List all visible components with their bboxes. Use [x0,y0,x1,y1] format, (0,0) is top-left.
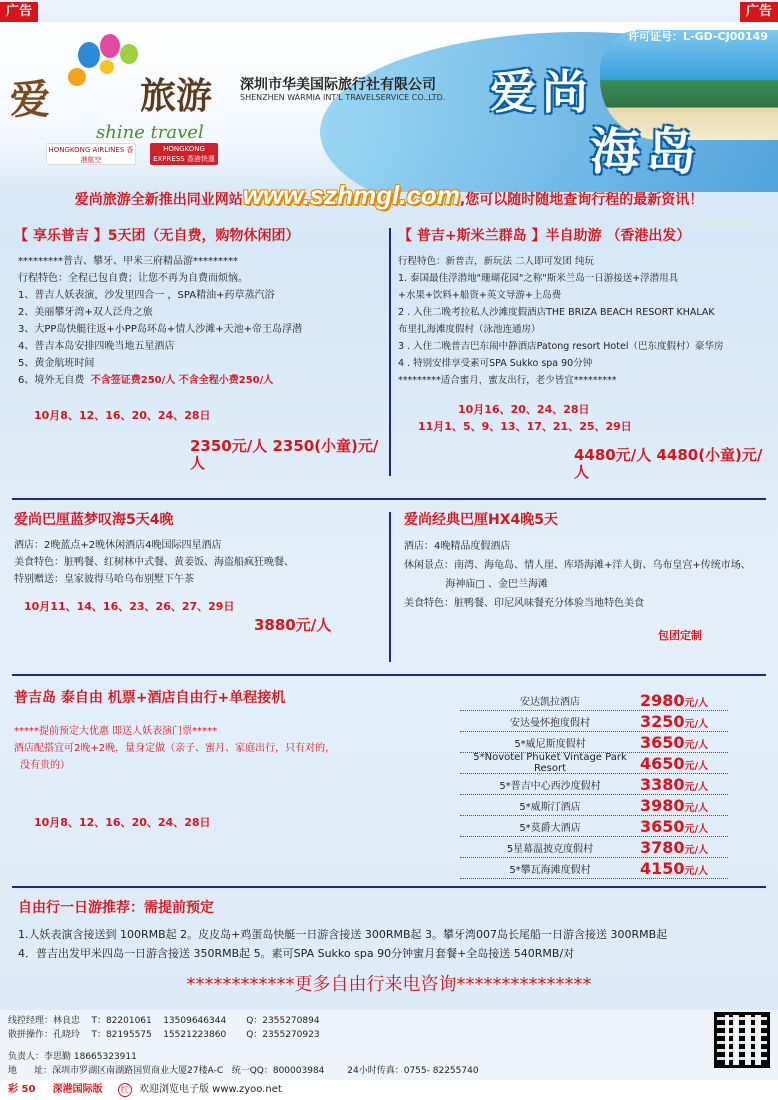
tour1-line: 2、美丽攀牙湾+双人泛舟之旅 [18,307,153,318]
divider-horizontal-3 [12,886,766,888]
tour1-line [18,372,384,389]
hotel-price: 3650元/人 [640,816,709,836]
day-trips-title: 自由行一日游推荐：需提前预定 [18,900,214,916]
tour2-line: *********适合蜜月，蜜友出行，老少皆宜********* [398,375,617,386]
logo-text-travel: 旅游 [140,76,213,117]
hotel-price: 3980元/人 [640,795,709,815]
logo-flower-icon [60,34,150,104]
hotel-price: 4150元/人 [640,858,709,878]
tour4-line: 休闲景点：南湾、海龟岛、情人崖、库塔海滩+洋人街、乌布皇宫+传统市场、 [404,560,751,571]
tour1-fees-note: 不含签证费250/人 不含全程小费250/人 [90,375,274,386]
tour2-line: 1. 泰国最佳浮潜地"珊瑚花园"之称"斯米兰岛一日游接送+浮潜用具 [398,273,679,284]
logo-english: shine travel [96,122,204,143]
contact-line: 负责人：李思勤 18665323911 [8,1052,137,1062]
hotel-row [460,795,728,816]
hotel-row [460,753,728,774]
hotel-name: 5*Novotel Phuket Vintage Park Resort [473,752,627,774]
tour3-line: 美食特色：脏鸭餐、红树林中式餐、黄姜饭、海盗船疯狂晚餐、 [14,557,294,568]
ad-tag-left: 广告 [0,2,38,22]
logo-text-ai: 爱 [10,77,52,123]
qr-code-pattern [717,1015,767,1065]
tour1-price: 2350元/人 2350(小童)元/人 [190,437,379,472]
tour3-price: 3880元/人 [254,616,332,634]
day-trip-recommendations [18,900,778,963]
hotel-row [460,837,728,858]
hotel-row [460,816,728,837]
tour2-line: 2 . 入住二晚考拉私人沙滩度假酒店THE BRIZA BEACH RESORT KHALAK [398,307,715,318]
edition-name: 深港国际版 [52,1084,103,1095]
tour-phuket-5day [14,228,384,472]
tour5-title: 普吉岛 泰自由 机票+酒店自由行+单程接机 [14,690,286,706]
tour5-hotel-note: 酒店配搭宜可2晚+2晚，量身定做（亲子、蜜月、家庭出行，只有对的， [14,743,336,754]
promo-url[interactable]: www.szhmgl.com [242,180,460,210]
divider-horizontal-1 [12,498,766,500]
hotel-row [460,690,728,711]
contact-line: 地 址：深圳市罗湖区南湖路国贸商业大厦27楼A-C 统一QQ：800003984 24小时传真：0755- 82255740 [8,1066,479,1076]
tour5-hotel-note-2: 没有贵的） [20,760,70,771]
hotel-row [460,711,728,732]
license-number: 许可证号：L-GD-CJ00149 [628,30,768,43]
hotel-name: 5*攀瓦海滩度假村 [509,864,591,876]
tour1-line: 行程特色：全程已包自费；让您不再为自费而烦恼。 [18,273,248,284]
hotel-price: 3650元/人 [640,732,709,752]
tour-phuket-similan [398,228,773,481]
promo-text-2: ,您可以随时随地查询行程的最新资讯！ [459,192,704,208]
tour4-title: 爱尚经典巴厘HX4晚5天 [404,512,558,528]
tour4-custom-note: 包团定制 [658,629,702,642]
edition-circle-icon: 红 [118,1083,132,1097]
tour1-title: 【 享乐普吉 】5天团（无自费，购物休闲团） [14,228,300,244]
hotel-name: 5*威斯汀酒店 [519,801,581,813]
page-bottom-bar [0,1080,778,1100]
tour1-line: 4、普吉本岛安排四晚当地五星酒店 [18,341,175,352]
hotel-name: 安达凯拉酒店 [520,696,580,708]
header-banner [0,22,778,192]
tour2-title: 【 普吉+斯米兰群岛 】半自助游 （香港出发） [398,228,691,244]
hotel-name: 5星幕温披克度假村 [506,843,594,855]
tour5-promo-note: *****提前预定大优惠 即送人妖表演门票***** [14,726,218,737]
divider-horizontal-2 [12,674,766,676]
hotel-name: 5*威尼斯度假村 [514,738,586,750]
hotel-name: 5*莫爵大酒店 [519,822,581,834]
company-name-en: SHENZHEN WARMIA INT'L TRAVELSERVICE CO.,LTD. [240,93,446,102]
tour2-dates-oct: 10月16、20、24、28日 [458,403,590,416]
headline-line1: 爱尚 [490,65,594,119]
hotel-row [460,858,728,879]
hotel-price: 3380元/人 [640,774,709,794]
hongkong-airlines-logo: HONGKONG AIRLINES 香港航空 [46,143,136,165]
epaper-link[interactable]: 欢迎浏览电子版 www.zyoo.net [138,1084,282,1095]
more-inquiry: ************更多自由行来电咨询*************** [186,974,592,995]
hotel-price: 2980元/人 [640,690,709,710]
hotel-price: 4650元/人 [640,753,709,773]
tour2-price: 4480元/人 4480(小童)元/人 [574,446,763,481]
tour5-dates: 10月8、12、16、20、24、28日 [34,816,211,829]
contact-line: 散拼操作：孔晓玲 T：82195575 15521223860 Q：2355270923 [8,1030,320,1040]
tour2-line: 3 . 入住二晚普吉巴东闹中静酒店Patong resort Hotel（巴东度假村）豪华房 [398,341,724,352]
tour2-line: 4 . 特别安排享受素可SPA Sukko spa 90分钟 [398,358,593,369]
hotel-price-table [460,690,728,879]
tour1-line: *********普吉、攀牙、甲米三府精品游********* [18,256,238,267]
tour1-line: 1、普吉人妖表演，沙发里四合一 ，SPA精油+药草蒸汽浴 [18,290,275,301]
ad-tag-right: 广告 [740,2,778,22]
promo-text-1: 爱尚旅游全新推出同业网站 [74,192,243,208]
tour4-line: 海神庙□ 、金巴兰海滩 [404,579,548,590]
tour3-dates: 10月11、14、16、23、26、27、29日 [24,600,235,613]
contact-footer [0,1010,778,1080]
tour4-line: 酒店：4晚精品度假酒店 [404,541,511,552]
tour1-line: 5、黄金航班时间 [18,358,95,369]
tour1-line: 3、大PP岛快艇往返+小PP岛环岛+情人沙滩+天池+帝王岛浮潜 [18,324,302,335]
tour1-dates: 10月8、12、16、20、24、28日 [34,409,211,422]
day-trips-line: 4．普吉出发甲米四岛一日游含接送 350RMB起 5。素可SPA Sukko spa 90分钟蜜月套餐+全岛接送 540RMB/对 [18,947,575,960]
contact-line: 线控经理：林良忠 T：82201061 13509646344 Q：2355270894 [8,1016,320,1026]
hotel-name: 5*普吉中心西沙度假村 [499,780,601,792]
tour2-line: +水果+饮料+船资+英文导游+上岛费 [398,290,562,301]
hotel-row [460,774,728,795]
page-number: 彩 50 [8,1084,36,1095]
divider-vertical-2 [389,512,391,662]
hongkong-express-logo: HONGKONG EXPRESS 香港快運 [150,143,218,165]
tour-bali-lembongan [14,512,384,634]
tour4-line: 美食特色：脏鸭餐、印尼风味餐充分体验当地特色美食 [404,598,644,609]
divider-vertical-1 [389,228,391,476]
tour3-title: 爱尚巴厘蓝梦叹海5天4晚 [14,512,174,528]
tour2-dates-nov: 11月1、5、9、13、17、21、25、29日 [418,420,632,433]
tour-phuket-freedom [14,690,454,831]
tour2-line: 行程特色：新普吉，新玩法 二人即可发团 纯玩 [398,256,595,267]
day-trips-line: 1.人妖表演含接送到 100RMB起 2。皮皮岛+鸡蛋岛快艇一日游含接送 300RMB起 3。攀牙湾007岛长尾船一日游含接送 300RMB起 [18,928,668,941]
hotel-row [460,732,728,753]
hotel-price: 3780元/人 [640,837,709,857]
tour1-line6-prefix: 6、境外无自费 [18,375,85,386]
hotel-price: 3250元/人 [640,711,709,731]
company-name-cn: 深圳市华美国际旅行社有限公司 [240,77,436,93]
headline-line2: 海岛 [590,123,702,181]
website-promo [0,180,778,216]
hotel-name: 安达曼怀抱度假村 [510,717,590,729]
tour3-line: 特别赠送：皇家彼得马哈乌布别墅下午茶 [14,574,194,585]
tour-bali-classic [404,512,774,644]
tour3-line: 酒店：2晚蓝点+2晚休闲酒店4晚国际四星酒店 [14,540,222,551]
tour2-line: 布里扎海滩度假村（泳池连通房） [398,324,541,335]
